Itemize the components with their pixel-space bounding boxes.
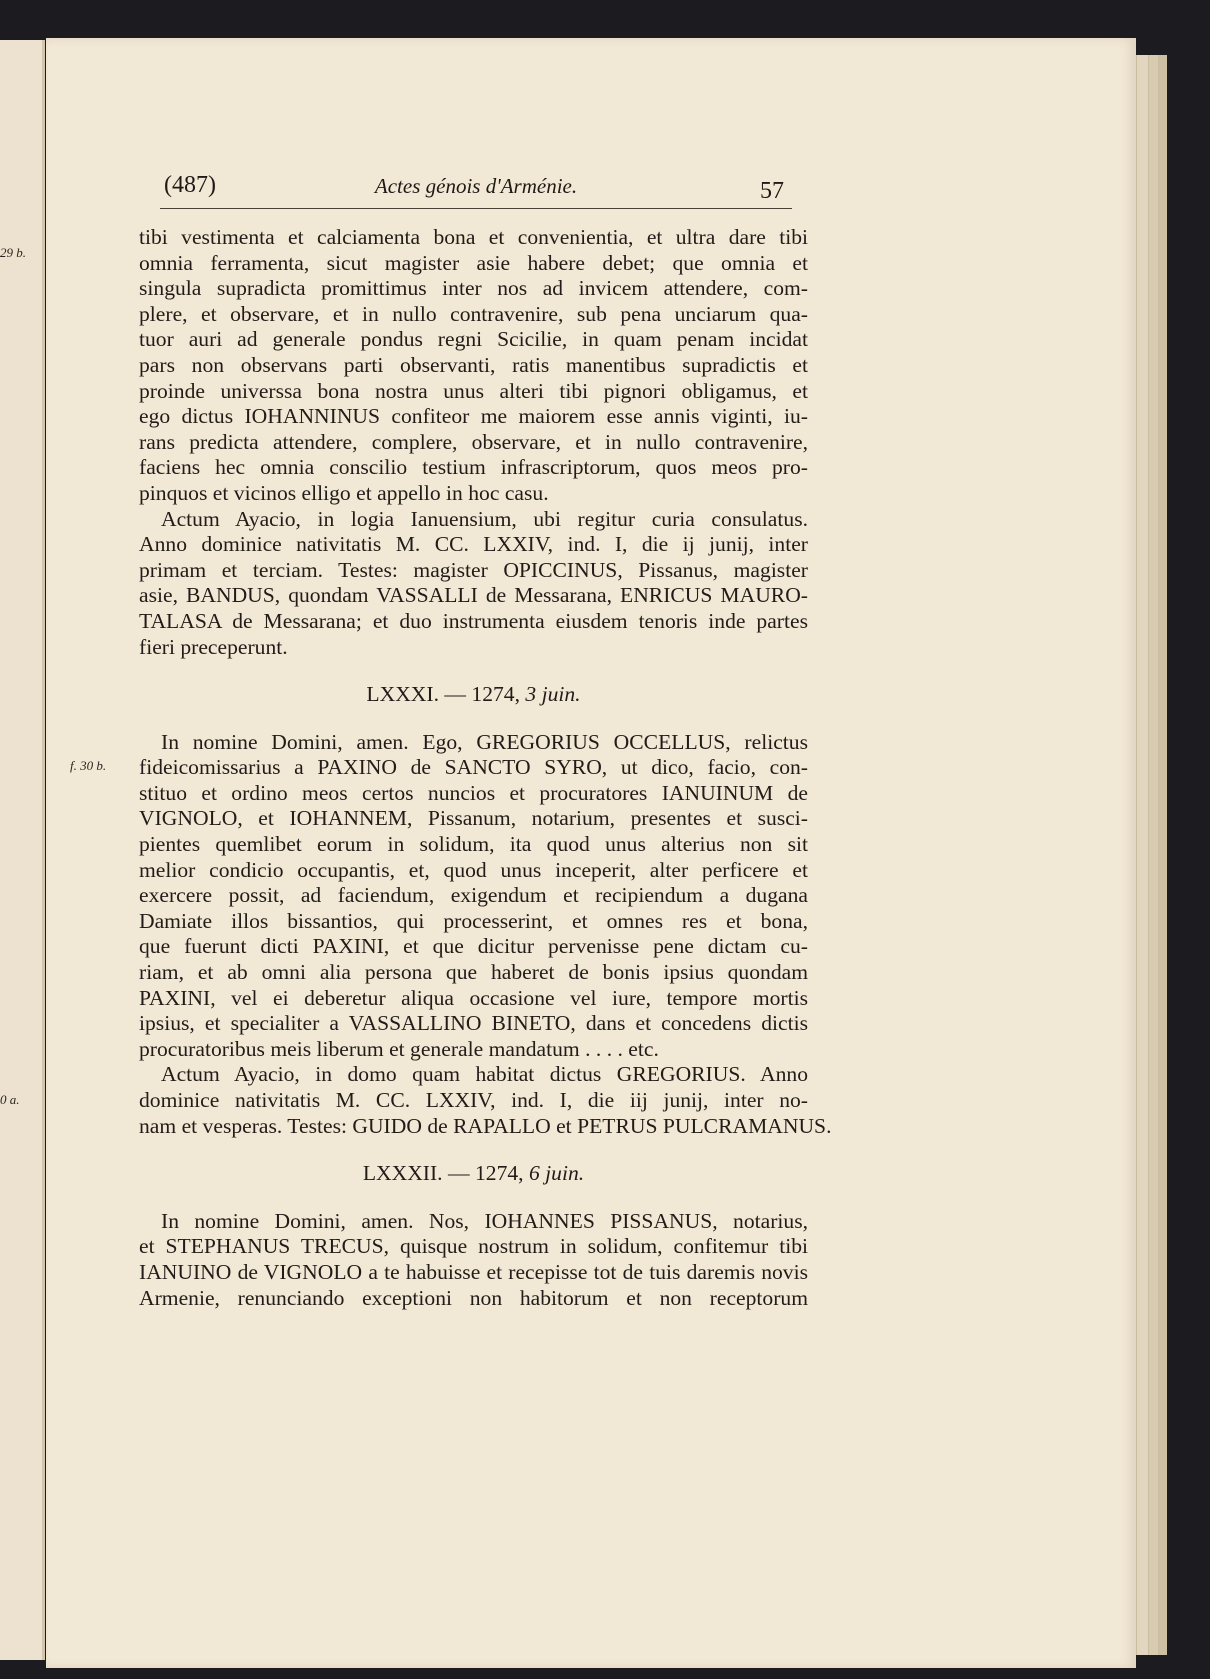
text-line: exercere possit, ad faciendum, exigendum et recipiendum a dugana (139, 883, 808, 908)
left-margin-note: 29 b. (0, 245, 26, 260)
text-line: riam, et ab omni alia persona que haberet de bonis ipsius quondam (139, 960, 808, 985)
text-line: VIGNOLO, et IOHANNEM, Pissanum, notarium, presentes et susci- (139, 806, 808, 831)
page-edge (1158, 55, 1167, 1655)
text-line: omnia ferramenta, sicut magister asie habere debet; que omnia et (139, 250, 808, 275)
text-line: procuratoribus meis liberum et generale mandatum . . . . etc. (139, 1036, 659, 1061)
left-page-edge (0, 40, 45, 1660)
text-line: Actum Ayacio, in logia Ianuensium, ubi regitur curia consulatus. (161, 506, 808, 531)
section-date: 6 juin. (528, 1161, 585, 1186)
folio-margin-note: f. 30 b. (70, 758, 107, 773)
text-line: ipsius, et specialiter a VASSALLINO BINETO, dans et concedens dictis (139, 1011, 808, 1036)
text-line: fieri preceperunt. (139, 634, 288, 659)
running-title: Actes génois d'Arménie. (374, 174, 578, 198)
text-line: singula supradicta promittimus inter nos ad invicem attendere, com- (139, 276, 808, 301)
paragraph-actum-1 (139, 507, 808, 661)
left-margin-note: 0 a. (0, 1092, 20, 1107)
text-line: PAXINI, vel ei deberetur aliqua occasione vel iure, tempore mortis (139, 985, 808, 1010)
text-line: ego dictus IOHANNINUS confiteor me maiorem esse annis viginti, iu- (139, 404, 808, 429)
title-dash: — (447, 1161, 470, 1186)
text-line: proinde universsa bona nostra unus alteri tibi pignori obligamus, et (139, 378, 808, 403)
text-line: pars non observans parti observanti, ratis manentibus supradictis et (139, 352, 808, 377)
title-dash: — (444, 682, 466, 707)
section-date: 3 juin. (525, 682, 581, 707)
paragraph-actum-2 (139, 1062, 832, 1139)
paragraph-continued (139, 225, 808, 507)
text-line: Damiate illos bissantios, qui processerint, et omnes res et bona, (139, 908, 808, 933)
section-number: LXXXII. (362, 1161, 443, 1186)
text-line: que fuerunt dicti PAXINI, et que dicitur pervenisse pene dictam cu- (139, 934, 808, 959)
text-line: In nomine Domini, amen. Ego, GREGORIUS OCCELLUS, relictus (161, 729, 808, 754)
section-title-82 (139, 1161, 808, 1187)
text-line: stituo et ordino meos certos nuncios et procuratores IANUINUM de (139, 780, 808, 805)
original-page-number: (487) (164, 172, 216, 198)
text-line: fideicomissarius a PAXINO de SANCTO SYRO, ut dico, facio, con- (139, 755, 808, 780)
section-title-81 (139, 682, 808, 708)
text-line: pinquos et vicinos elligo et appello in hoc casu. (139, 480, 549, 505)
text-line: tibi vestimenta et calciamenta bona et convenientia, et ultra dare tibi (139, 225, 808, 249)
text-line: faciens hec omnia conscilio testium infrascriptorum, quos meos pro- (139, 455, 808, 480)
text-line: primam et terciam. Testes: magister OPICCINUS, Pissanus, magister (139, 557, 808, 582)
text-line: TALASA de Messarana; et duo instrumenta eiusdem tenoris inde partes (139, 608, 808, 633)
text-line: IANUINO de VIGNOLO a te habuisse et recepisse tot de tuis daremis novis (139, 1259, 808, 1284)
text-line: nam et vesperas. Testes: GUIDO de RAPALLO et PETRUS PULCRAMANUS. (139, 1113, 832, 1138)
text-line: plere, et observare, et in nullo contravenire, sub pena unciarum qua- (139, 301, 808, 326)
page-body (139, 225, 832, 1311)
text-line: Anno dominice nativitatis M. CC. LXXIV, ind. I, die ij junij, inter (139, 532, 808, 557)
text-line: Actum Ayacio, in domo quam habitat dictus GREGORIUS. Anno (161, 1062, 808, 1087)
section-year: 1274, (471, 682, 520, 707)
section-number: LXXXI. (366, 682, 439, 707)
text-line: pientes quemlibet eorum in solidum, ita quod unus alterius non sit (139, 832, 808, 857)
text-line: rans predicta attendere, complere, observare, et in nullo contravenire, (139, 429, 808, 454)
text-line: In nomine Domini, amen. Nos, IOHANNES PISSANUS, notarius, (161, 1208, 808, 1233)
text-line: dominice nativitatis M. CC. LXXIV, ind. I, die iij junij, inter no- (139, 1088, 808, 1112)
text-line: melior condicio occupantis, et, quod unus inceperit, alter perficere et (139, 857, 808, 882)
text-line: et STEPHANUS TRECUS, quisque nostrum in solidum, confitemur tibi (139, 1234, 808, 1259)
paragraph-deed-82 (139, 1209, 808, 1311)
paragraph-deed-81 (139, 730, 808, 1063)
section-year: 1274, (474, 1161, 524, 1186)
text-line: asie, BANDUS, quondam VASSALLI de Messarana, ENRICUS MAURO- (139, 583, 808, 608)
text-line: Armenie, renunciando exceptioni non habitorum et non receptorum (139, 1285, 808, 1310)
page-number: 57 (760, 178, 784, 204)
text-line: tuor auri ad generale pondus regni Scicilie, in quam penam incidat (139, 327, 808, 352)
running-header (160, 172, 792, 209)
